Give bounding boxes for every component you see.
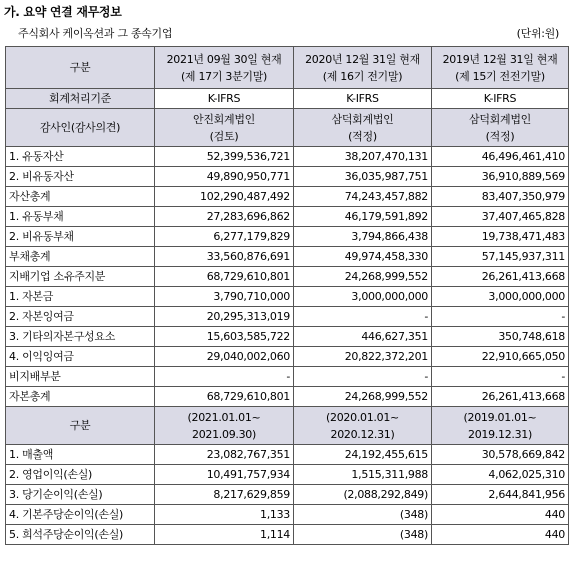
cell-value: 20,295,313,019 bbox=[155, 307, 294, 327]
cell-value: K-IFRS bbox=[294, 89, 432, 109]
cell-value: 1,515,311,988 bbox=[294, 465, 432, 485]
standard-row bbox=[6, 89, 569, 109]
cell-value: (348) bbox=[294, 525, 432, 545]
cell-value: 52,399,536,721 bbox=[155, 147, 294, 167]
unit-label: (단위:원) bbox=[516, 27, 559, 40]
cell-value: 삼덕회계법인 (적정) bbox=[294, 109, 432, 147]
table-row bbox=[6, 307, 569, 327]
cell-value: 19,738,471,483 bbox=[432, 227, 569, 247]
auditor-row bbox=[6, 109, 569, 147]
cell-value: 440 bbox=[432, 505, 569, 525]
row-label: 비지배부분 bbox=[6, 367, 155, 387]
table-row bbox=[6, 287, 569, 307]
cell-value: 68,729,610,801 bbox=[155, 387, 294, 407]
cell-value: 68,729,610,801 bbox=[155, 267, 294, 287]
table-row bbox=[6, 167, 569, 187]
cell-value: 24,192,455,615 bbox=[294, 445, 432, 465]
cell-value: 안진회계법인 (검토) bbox=[155, 109, 294, 147]
row-label: 3. 당기순이익(손실) bbox=[6, 485, 155, 505]
table-row bbox=[6, 505, 569, 525]
table-row bbox=[6, 267, 569, 287]
cell-value: 46,179,591,892 bbox=[294, 207, 432, 227]
header-period: 2019년 12월 31일 현재 (제 15기 전전기말) bbox=[432, 47, 569, 89]
row-label: 지배기업 소유주지분 bbox=[6, 267, 155, 287]
row-label: 1. 유동자산 bbox=[6, 147, 155, 167]
row-label: 2. 비유동부채 bbox=[6, 227, 155, 247]
row-label: 부채총계 bbox=[6, 247, 155, 267]
row-label: 3. 기타의자본구성요소 bbox=[6, 327, 155, 347]
cell-value: 22,910,665,050 bbox=[432, 347, 569, 367]
table-row bbox=[6, 387, 569, 407]
cell-value: 1,133 bbox=[155, 505, 294, 525]
header-label: 구분 bbox=[6, 47, 155, 89]
row-label: 1. 자본금 bbox=[6, 287, 155, 307]
row-label: 회계처리기준 bbox=[6, 89, 155, 109]
cell-value: 3,000,000,000 bbox=[432, 287, 569, 307]
period-header-row bbox=[6, 407, 569, 445]
cell-value: 24,268,999,552 bbox=[294, 387, 432, 407]
row-label: 자본총계 bbox=[6, 387, 155, 407]
table-row bbox=[6, 247, 569, 267]
table-row bbox=[6, 147, 569, 167]
header-period: 2021년 09월 30일 현재 (제 17기 3분기말) bbox=[155, 47, 294, 89]
cell-value: 49,974,458,330 bbox=[294, 247, 432, 267]
cell-value: - bbox=[432, 367, 569, 387]
table-row bbox=[6, 187, 569, 207]
cell-value: 30,578,669,842 bbox=[432, 445, 569, 465]
row-label: 1. 유동부채 bbox=[6, 207, 155, 227]
cell-value: 24,268,999,552 bbox=[294, 267, 432, 287]
cell-value: K-IFRS bbox=[155, 89, 294, 109]
cell-value: 57,145,937,311 bbox=[432, 247, 569, 267]
cell-value: (348) bbox=[294, 505, 432, 525]
header-period: (2020.01.01~ 2020.12.31) bbox=[294, 407, 432, 445]
cell-value: 26,261,413,668 bbox=[432, 267, 569, 287]
row-label: 4. 기본주당순이익(손실) bbox=[6, 505, 155, 525]
cell-value: 3,000,000,000 bbox=[294, 287, 432, 307]
cell-value: 삼덕회계법인 (적정) bbox=[432, 109, 569, 147]
cell-value: (2,088,292,849) bbox=[294, 485, 432, 505]
table-row bbox=[6, 327, 569, 347]
table-row bbox=[6, 347, 569, 367]
table-row bbox=[6, 485, 569, 505]
row-label: 감사인(감사의견) bbox=[6, 109, 155, 147]
row-label: 1. 매출액 bbox=[6, 445, 155, 465]
cell-value: 102,290,487,492 bbox=[155, 187, 294, 207]
cell-value: - bbox=[432, 307, 569, 327]
cell-value: K-IFRS bbox=[432, 89, 569, 109]
cell-value: 33,560,876,691 bbox=[155, 247, 294, 267]
header-row bbox=[6, 47, 569, 89]
cell-value: 37,407,465,828 bbox=[432, 207, 569, 227]
row-label: 5. 희석주당순이익(손실) bbox=[6, 525, 155, 545]
cell-value: 6,277,179,829 bbox=[155, 227, 294, 247]
row-label: 4. 이익잉여금 bbox=[6, 347, 155, 367]
cell-value: 36,910,889,569 bbox=[432, 167, 569, 187]
cell-value: - bbox=[155, 367, 294, 387]
cell-value: 46,496,461,410 bbox=[432, 147, 569, 167]
row-label: 2. 비유동자산 bbox=[6, 167, 155, 187]
cell-value: 26,261,413,668 bbox=[432, 387, 569, 407]
header-period: (2021.01.01~ 2021.09.30) bbox=[155, 407, 294, 445]
cell-value: 27,283,696,862 bbox=[155, 207, 294, 227]
table-row bbox=[6, 465, 569, 485]
cell-value: 49,890,950,771 bbox=[155, 167, 294, 187]
cell-value: 15,603,585,722 bbox=[155, 327, 294, 347]
cell-value: 38,207,470,131 bbox=[294, 147, 432, 167]
cell-value: 446,627,351 bbox=[294, 327, 432, 347]
cell-value: 8,217,629,859 bbox=[155, 485, 294, 505]
header-period: (2019.01.01~ 2019.12.31) bbox=[432, 407, 569, 445]
cell-value: - bbox=[294, 367, 432, 387]
cell-value: 36,035,987,751 bbox=[294, 167, 432, 187]
cell-value: 83,407,350,979 bbox=[432, 187, 569, 207]
cell-value: 10,491,757,934 bbox=[155, 465, 294, 485]
table-row bbox=[6, 525, 569, 545]
row-label: 자산총계 bbox=[6, 187, 155, 207]
row-label: 2. 자본잉여금 bbox=[6, 307, 155, 327]
table-row bbox=[6, 227, 569, 247]
table-row bbox=[6, 367, 569, 387]
cell-value: 440 bbox=[432, 525, 569, 545]
section-title: 가. 요약 연결 재무정보 bbox=[4, 5, 122, 19]
table-row bbox=[6, 207, 569, 227]
financial-summary-table bbox=[5, 46, 569, 545]
table-row bbox=[6, 445, 569, 465]
cell-value: 3,794,866,438 bbox=[294, 227, 432, 247]
cell-value: - bbox=[294, 307, 432, 327]
cell-value: 29,040,002,060 bbox=[155, 347, 294, 367]
cell-value: 23,082,767,351 bbox=[155, 445, 294, 465]
header-label: 구분 bbox=[6, 407, 155, 445]
cell-value: 20,822,372,201 bbox=[294, 347, 432, 367]
cell-value: 350,748,618 bbox=[432, 327, 569, 347]
row-label: 2. 영업이익(손실) bbox=[6, 465, 155, 485]
cell-value: 4,062,025,310 bbox=[432, 465, 569, 485]
header-period: 2020년 12월 31일 현재 (제 16기 전기말) bbox=[294, 47, 432, 89]
company-name: 주식회사 케이옥션과 그 종속기업 bbox=[18, 27, 173, 40]
cell-value: 74,243,457,882 bbox=[294, 187, 432, 207]
cell-value: 1,114 bbox=[155, 525, 294, 545]
cell-value: 3,790,710,000 bbox=[155, 287, 294, 307]
cell-value: 2,644,841,956 bbox=[432, 485, 569, 505]
